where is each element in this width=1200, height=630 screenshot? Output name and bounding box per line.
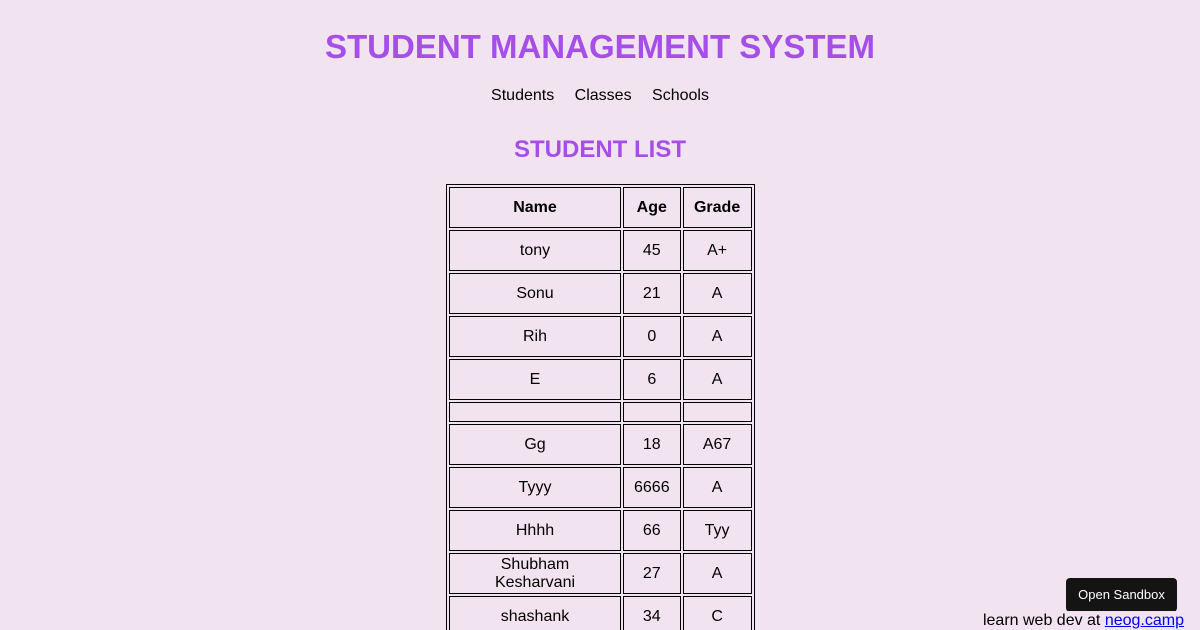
table-row [449, 424, 752, 465]
cell-age: 45 [623, 230, 681, 271]
cell-grade: A [683, 273, 752, 314]
table-row [449, 316, 752, 357]
cell-grade: C [683, 596, 752, 630]
cell-name: Shubham Kesharvani [449, 553, 621, 594]
table-row [449, 273, 752, 314]
open-sandbox-button[interactable]: Open Sandbox [1066, 578, 1177, 612]
table-row [449, 553, 752, 594]
cell-age: 34 [623, 596, 681, 630]
cell-name: Tyyy [449, 467, 621, 508]
cell-age: 18 [623, 424, 681, 465]
cell-name: Sonu [449, 273, 621, 314]
main-nav [0, 86, 1200, 106]
cell-age: 6 [623, 359, 681, 400]
table-header-row [449, 187, 752, 228]
cell-name: shashank [449, 596, 621, 630]
cell-grade: A [683, 316, 752, 357]
neog-camp-link[interactable]: neog.camp [1104, 612, 1184, 629]
table-row [449, 510, 752, 551]
table-row [449, 230, 752, 271]
cell-grade: A67 [683, 424, 752, 465]
table-row [449, 467, 752, 508]
cell-age: 27 [623, 553, 681, 594]
student-table [446, 184, 755, 630]
footer-text: learn web dev at [982, 612, 1101, 629]
cell-grade: A+ [683, 230, 752, 271]
nav-item-classes[interactable]: Classes [574, 87, 632, 104]
nav-item-students[interactable]: Students [491, 87, 555, 104]
cell-grade: A [683, 359, 752, 400]
cell-age: 6666 [623, 467, 681, 508]
cell-grade: A [683, 553, 752, 594]
cell-name: E [449, 359, 621, 400]
column-header-age: Age [623, 187, 681, 228]
student-list-title: STUDENT LIST [514, 136, 686, 163]
footer [983, 611, 1184, 630]
app-title: STUDENT MANAGEMENT SYSTEM [324, 28, 875, 65]
cell-name: Hhhh [449, 510, 621, 551]
cell-grade: A [683, 467, 752, 508]
cell-age: 21 [623, 273, 681, 314]
table-row [449, 596, 752, 630]
cell-age: 66 [623, 510, 681, 551]
cell-name [449, 402, 621, 422]
nav-item-schools[interactable]: Schools [652, 87, 709, 104]
cell-age: 0 [623, 316, 681, 357]
column-header-grade: Grade [683, 187, 752, 228]
table-row-empty [449, 402, 752, 422]
table-row [449, 359, 752, 400]
cell-age [623, 402, 681, 422]
column-header-name: Name [449, 187, 621, 228]
cell-grade: Tyy [683, 510, 752, 551]
cell-grade [683, 402, 752, 422]
cell-name: Rih [449, 316, 621, 357]
cell-name: Gg [449, 424, 621, 465]
cell-name: tony [449, 230, 621, 271]
